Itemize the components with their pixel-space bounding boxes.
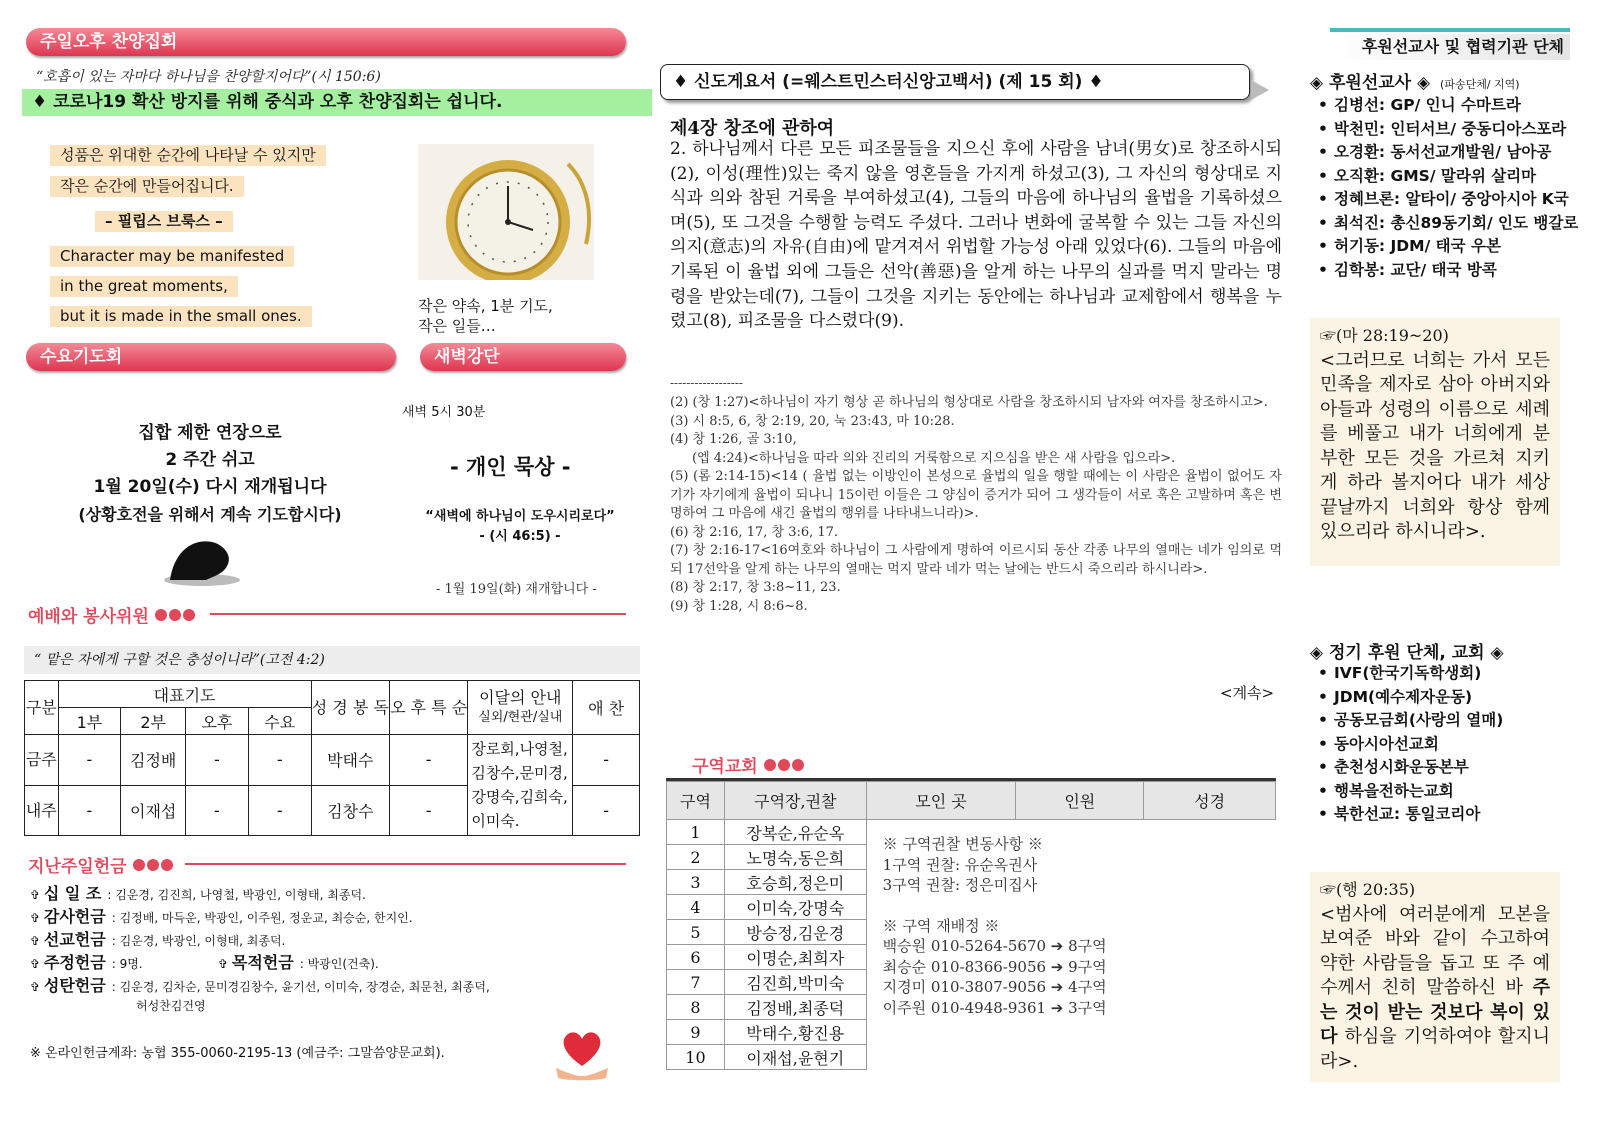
list-item: • IVF(한국기독학생회): [1318, 662, 1503, 686]
district-number: 7: [667, 970, 725, 995]
offering-mission: ✞ 선교헌금 : 김운경, 박광인, 이형태, 최종덕.: [30, 930, 286, 949]
district-number: 4: [667, 895, 725, 920]
th-prayer: 대표기도: [58, 681, 311, 708]
cell-reading: 김창수: [311, 785, 389, 836]
district-leaders: 이명순,최희자: [724, 945, 866, 970]
verse-matthew-ref: ☞(마 28:19~20): [1320, 326, 1449, 345]
th-leader: 구역장,권찰: [724, 782, 866, 820]
choir-quote: “호흡이 있는 자마다 하나님을 찬양할지어다”(시 150:6): [36, 69, 381, 85]
th-count: 인원: [1016, 782, 1144, 820]
list-item: • 오직환: GMS/ 말라위 살리마: [1318, 165, 1578, 189]
brooks-en2: in the great moments,: [50, 276, 238, 297]
cell-p1: -: [58, 785, 121, 836]
list-item: • 김학봉: 교단/ 태국 방콕: [1318, 259, 1578, 283]
th-choir: 애 찬: [573, 681, 640, 735]
cell-special: -: [389, 735, 467, 786]
list-item: • 박천민: 인터서브/ 중동디아스포라: [1318, 118, 1578, 142]
list-item: • 동아시아선교회: [1318, 733, 1503, 757]
purpose-label: 목적헌금: [231, 953, 294, 972]
th-guide-line2: 실외/현관/실내: [478, 709, 563, 725]
dots-icon: [764, 759, 804, 771]
list-item: • 정혜브론: 알타이/ 중앙아시아 K국: [1318, 188, 1578, 212]
note-title-1: ※ 구역권찰 변동사항 ※: [882, 835, 1043, 853]
thanks-label: 감사헌금: [43, 907, 106, 926]
wednesday-line2: 2 주간 쉬고: [165, 450, 255, 470]
weekly-count: 9명.: [119, 957, 143, 971]
missionary-sub: (파송단체/ 지역): [1440, 78, 1520, 91]
district-notes: [866, 820, 1275, 1070]
dots-icon: [133, 859, 173, 871]
th-reading: 성 경 봉 독: [311, 681, 389, 735]
th-p2: 2부: [121, 708, 186, 735]
district-number: 1: [667, 820, 725, 845]
worship-divider: [210, 613, 626, 615]
verse-matthew: [1310, 318, 1560, 566]
district-header-text: 구역교회: [692, 757, 758, 777]
chapter-title: 제4장 창조에 관하여: [670, 118, 835, 139]
th-gubun: 구분: [25, 681, 59, 735]
cell-choir: -: [573, 785, 640, 836]
district-leaders: 김진희,박미숙: [724, 970, 866, 995]
district-leaders: 이미숙,강명숙: [724, 895, 866, 920]
footnotes: [670, 394, 1282, 616]
list-item: • 허기동: JDM/ 태국 우본: [1318, 235, 1578, 259]
district-leaders: 호승희,정은미: [724, 870, 866, 895]
cell-pm: -: [186, 785, 249, 836]
dots-icon: [155, 609, 195, 621]
district-number: 10: [667, 1045, 725, 1070]
th-guide-line1: 이달의 안내: [479, 687, 562, 707]
worship-table: [24, 680, 640, 836]
list-item: • 최석진: 총신89동기회/ 인도 뱅갈로: [1318, 212, 1578, 236]
th-area: 구역: [667, 782, 725, 820]
footnote-2: (2) (창 1:27)<하나님이 자기 형상 곧 하나님의 형상대로 사람을 창조하시되 남자와 여자를 창조하시고>.: [670, 395, 1268, 410]
org-heading: ◈ 정기 후원 단체, 교회 ◈: [1310, 643, 1504, 663]
org-list: [1318, 662, 1503, 827]
cell-special: -: [389, 785, 467, 836]
choir-header: 주일오후 찬양집회: [26, 28, 626, 56]
xmas-names: 김운경, 김차순, 문미경김창수, 윤기선, 이미숙, 장경순, 최문천, 최종덕,: [119, 980, 490, 994]
cell-reading: 박태수: [311, 735, 389, 786]
reassign-2: 최승순 010-8366-9056 ➔ 9구역: [882, 957, 1107, 976]
wednesday-line4: (상황호전을 위해서 계속 기도합시다): [78, 505, 342, 524]
reassign-1: 백승원 010-5264-5670 ➔ 8구역: [882, 937, 1107, 955]
choir-notice: ♦ 코로나19 확산 방지를 위해 중식과 오후 찬양집회는 쉽니다.: [22, 89, 652, 116]
district-number: 5: [667, 920, 725, 945]
th-p1: 1부: [58, 708, 121, 735]
footnote-9: (9) 창 1:28, 시 8:6~8.: [670, 598, 808, 614]
missionary-heading: [1310, 68, 1520, 93]
th-place: 모인 곳: [866, 782, 1016, 820]
brooks-line1: 성품은 위대한 순간에 나타날 수 있지만: [50, 145, 326, 166]
district-leaders: 방승정,김운경: [724, 920, 866, 945]
tithe-label: 십 일 조: [43, 884, 102, 903]
missionary-list: [1318, 94, 1578, 282]
footnote-7: (7) 창 2:16-17<16여호와 하나님이 그 사람에게 명하여 이르시되 동산 각종 나무의 열매는 네가 임의로 먹되 17선악을 알게 하는 나무의 열매는 먹지 말라 네가 먹는 날에는 반드시 죽으리라 하시니라>.: [670, 543, 1282, 577]
list-item: • 춘천성시화운동본부: [1318, 756, 1503, 780]
district-leaders: 김정배,최종덕: [724, 995, 866, 1020]
list-item: • 공동모금회(사랑의 열매): [1318, 709, 1503, 733]
list-item: • JDM(예수제자운동): [1318, 686, 1503, 710]
verse-matthew-text: <그러므로 너희는 가서 모든 민족을 제자로 삼아 아버지와 아들과 성령의 이름으로 세례를 베풀고 내가 너희에게 분부한 모든 것을 가르쳐 지키게 하라 볼지어다 내가 세상 끝날까지 너희와 항상 함께 있으리라 하시니라>.: [1320, 349, 1550, 542]
cell-wed: -: [248, 735, 311, 786]
dawn-verse: “새벽에 하나님이 도우시리로다”: [425, 509, 615, 524]
dawn-time: 새벽 5시 30분: [402, 405, 486, 420]
row-label: 내주: [25, 785, 59, 836]
watch-caption-line1: 작은 약속, 1분 기도,: [418, 297, 553, 315]
cell-choir: -: [573, 735, 640, 786]
xmas-names-cont: 허성찬김건영: [136, 999, 206, 1013]
verse-acts-text: [1320, 903, 1550, 1075]
list-item: • 오경환: 동서선교개발원/ 남아공: [1318, 141, 1578, 165]
wednesday-notice: [60, 420, 360, 528]
wednesday-line1: 집합 제한 연장으로: [138, 423, 282, 443]
dawn-resume: - 1월 19일(화) 재개합니다 -: [436, 582, 597, 597]
cell-wed: -: [248, 785, 311, 836]
weekly-label: 주정헌금: [43, 953, 106, 972]
online-account: ※ 온라인헌금계좌: 농협 355-0060-2195-13 (예금주: 그말씀양문교회).: [30, 1046, 445, 1061]
list-item: • 김병선: GP/ 인니 수마트라: [1318, 94, 1578, 118]
verse-acts-part1: <범사에 여러분에게 모본을 보여준 바와 같이 수고하여 약한 사람들을 돕고 또 주 예수께서 친히 말씀하신 바: [1320, 903, 1550, 998]
brooks-en1: Character may be manifested: [50, 246, 294, 267]
offering-divider: [185, 863, 626, 865]
xmas-label: 성탄헌금: [43, 976, 106, 995]
district-leaders: 박태수,황진용: [724, 1020, 866, 1045]
district-section-header: [692, 752, 804, 777]
th-special: 오 후 특 순: [389, 681, 467, 735]
purpose-names: 박광인(건축).: [307, 957, 379, 971]
offering-tithe: ✞ 십 일 조 : 김운경, 김진희, 나영철, 박광인, 이형태, 최종덕.: [30, 884, 366, 903]
verse-acts-emphasis: 주는 것이 받는 것보다 복이 있다: [1320, 977, 1550, 1047]
verse-acts: [1310, 872, 1560, 1082]
th-bible: 성경: [1144, 782, 1276, 820]
district-number: 2: [667, 845, 725, 870]
note-2: 3구역 권찰: 정은미집사: [882, 876, 1038, 894]
cell-guide: 장로회,나영철,김창수,문미경,강명숙,김희숙,이미숙.: [468, 735, 573, 836]
note-1: 1구역 권찰: 유순옥권사: [882, 855, 1038, 874]
confession-title: ♦ 신도게요서 (=웨스트민스터신앙고백서) (제 15 회) ♦: [660, 64, 1250, 100]
district-number: 9: [667, 1020, 725, 1045]
right-title: 후원선교사 및 협력기관 단체: [1330, 34, 1570, 60]
footnote-4: (4) 창 1:26, 골 3:10,: [670, 432, 797, 447]
offering-xmas: ✞ 성탄헌금 : 김운경, 김차순, 문미경김창수, 윤기선, 이미숙, 장경순, 최문천, 최종덕,: [30, 976, 490, 995]
mission-label: 선교헌금: [43, 930, 106, 949]
watch-caption-line2: 작은 일들…: [418, 317, 496, 335]
confession-body: 2. 하나님께서 다른 모든 피조물들을 지으신 후에 사람을 남녀(男女)로 창조하시되(2), 이성(理性)있는 죽지 않을 영혼들을 가지게 하셨고(3), 그 자신의 형상대로 지식과 의와 참된 거룩을 부여하셨고(4), 그들의 마음에 하나님의 율법을 기록하셨으며(5), 또 그것을 수행할 능력도 주셨다. 그러나 변화에 굴복할 수 있는 그들 자신의 의지(意志)의 자유(自由)에 맡겨져서 위법할 가능성 아래 있었다(6). 그들의 마음에 기록된 이 율법 외에 그들은 선악(善惡)을 알게 하는 나무의 실과를 먹지 말라는 명령을 받았는데(7), 그들이 그것을 지키는 동안에는 하나님과 교제함에서 행복을 누렸고(8), 피조물을 다스렸다(9).: [670, 139, 1282, 332]
wednesday-line3: 1월 20일(수) 다시 재개됩니다: [93, 477, 327, 497]
praying-figure-image: [162, 530, 242, 586]
pocket-watch-image: [418, 144, 594, 280]
footnote-8: (8) 창 2:17, 창 3:8~11, 23.: [670, 580, 841, 595]
continued-label: <계속>: [1220, 684, 1275, 702]
dawn-verse-block: [400, 507, 640, 547]
footnote-rule: ------------------: [670, 376, 743, 390]
offering-thanks: ✞ 감사헌금 : 김정배, 마득운, 박광인, 이주원, 정운교, 최승순, 한지인.: [30, 907, 413, 926]
dawn-ref: - (시 46:5) -: [479, 529, 561, 544]
table-row: [25, 735, 640, 786]
th-wed: 수요: [248, 708, 311, 735]
district-number: 8: [667, 995, 725, 1020]
verse-acts-ref: ☞(행 20:35): [1320, 880, 1416, 899]
cell-pm: -: [186, 735, 249, 786]
district-number: 6: [667, 945, 725, 970]
worship-header-text: 예배와 봉사위원: [28, 607, 149, 627]
offering-section-header: [28, 852, 173, 877]
reassign-4: 이주원 010-4948-9361 ➔ 3구역: [882, 998, 1107, 1017]
worship-quote: “ 맡은 자에게 구할 것은 충성이니라”(고전 4:2): [24, 646, 640, 674]
tithe-names: 김운경, 김진희, 나영철, 박광인, 이형태, 최종덕.: [115, 888, 366, 902]
heart-hands-icon: [552, 1026, 612, 1082]
brooks-author: – 필립스 브룩스 –: [95, 211, 233, 232]
footnote-6: (6) 창 2:16, 17, 창 3:6, 17.: [670, 524, 839, 540]
offering-purpose: ✞ 목적헌금 : 박광인(건축).: [218, 953, 379, 972]
footnote-3: (3) 시 8:5, 6, 창 2:19, 20, 눅 23:43, 마 10:28.: [670, 413, 955, 429]
verse-acts-part3: 하심을 기억하여야 할지니라>.: [1320, 1026, 1550, 1072]
offering-header-text: 지난주일헌금: [28, 857, 127, 877]
th-pm: 오후: [186, 708, 249, 735]
title-arrow-icon: [1251, 80, 1269, 100]
dawn-header: 새벽강단: [420, 343, 626, 371]
watch-caption: [418, 296, 553, 336]
table-row: [667, 820, 1276, 845]
thanks-names: 김정배, 마득운, 박광인, 이주원, 정운교, 최승순, 한지인.: [119, 911, 413, 925]
cell-p2: 이재섭: [121, 785, 186, 836]
cell-p2: 김정배: [121, 735, 186, 786]
right-title-accent: [1330, 28, 1570, 32]
row-label: 금주: [25, 735, 59, 786]
footnote-5: (5) (롬 2:14-15)<14 ( 율법 없는 이방인이 본성으로 율법의 일을 행할 때에는 이 사람은 율법이 없어도 자기가 자기에게 율법이 되나니 15이런 이들은 그 양심이 증거가 되어 그 생각들이 서로 혹은 고발하며 혹은 변명하여 그 마음에 새긴 율법의 행위를 나타내느니라)>.: [670, 469, 1282, 521]
footnote-4b: (엡 4:24)<하나님을 따라 의와 진리의 거룩함으로 지으심을 받은 새 사람을 입으라>.: [692, 450, 1176, 466]
brooks-en3: but it is made in the small ones.: [50, 306, 312, 327]
reassign-3: 지경미 010-3807-9056 ➔ 4구역: [882, 978, 1107, 996]
list-item: • 북한선교: 통일코리아: [1318, 803, 1503, 827]
wednesday-header: 수요기도회: [26, 343, 396, 371]
district-table: [666, 781, 1276, 1070]
offering-weekly: ✞ 주정헌금 : 9명.: [30, 953, 143, 972]
district-leaders: 이재섭,윤현기: [724, 1045, 866, 1070]
worship-section-header: [28, 602, 195, 627]
mission-names: 김운경, 박광인, 이형태, 최종덕.: [119, 934, 286, 948]
th-guide: [468, 681, 573, 735]
district-number: 3: [667, 870, 725, 895]
cell-p1: -: [58, 735, 121, 786]
list-item: • 행복을전하는교회: [1318, 780, 1503, 804]
missionary-head: ◈ 후원선교사 ◈: [1310, 73, 1431, 93]
note-title-2: ※ 구역 재배정 ※: [882, 916, 1000, 935]
district-leaders: 노명숙,동은희: [724, 845, 866, 870]
dawn-title: - 개인 묵상 -: [450, 455, 571, 479]
district-leaders: 장복순,유순옥: [724, 820, 866, 845]
brooks-line2: 작은 순간에 만들어집니다.: [50, 176, 244, 197]
